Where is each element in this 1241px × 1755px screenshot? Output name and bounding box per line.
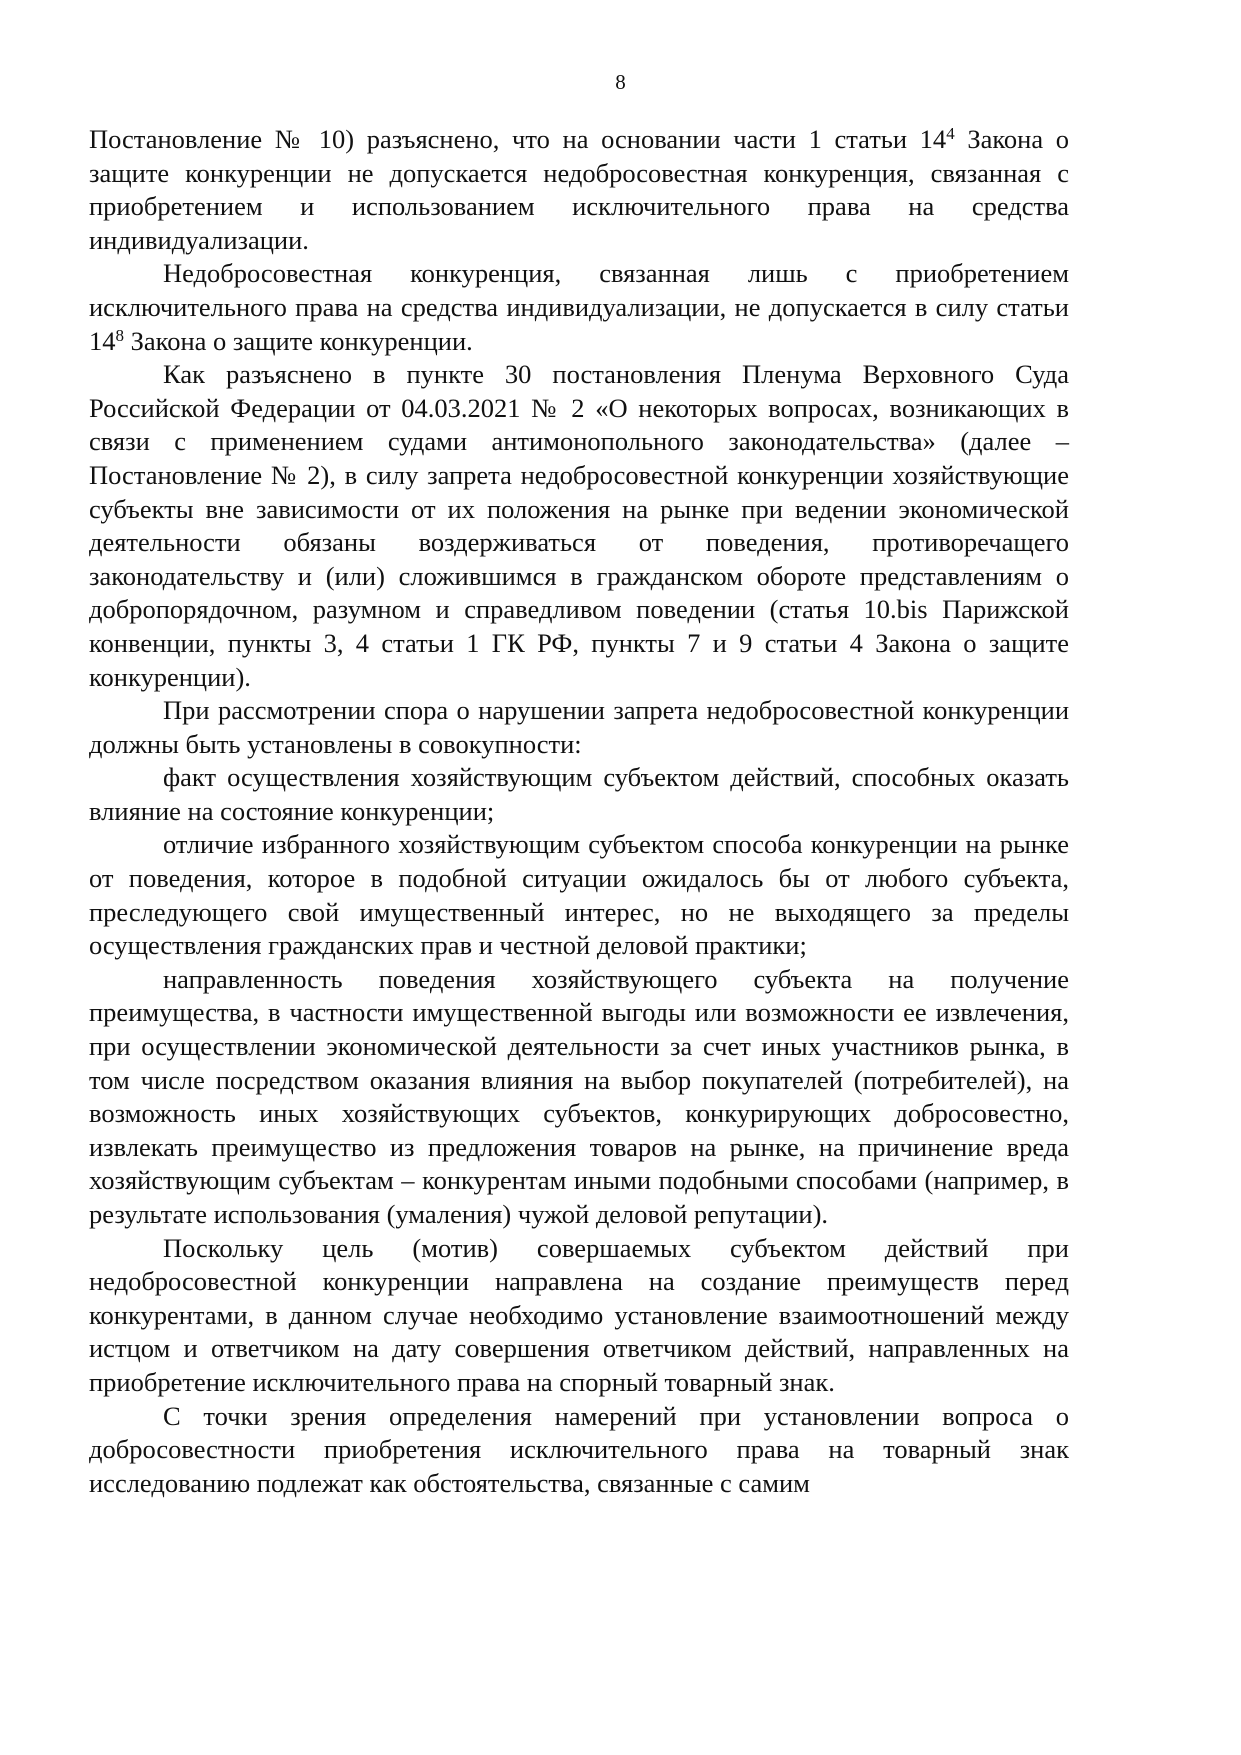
paragraph-1 (89, 123, 1069, 257)
paragraph-8: Поскольку цель (мотив) совершаемых субъектом действий при недобросовестной конкуренции направлена на создание преимуществ перед конкурентами, в данном случае необходимо установление взаимоотношений между истцом и ответчиком на дату совершения ответчиком действий, направленных на приобретение исключительного права на спорный товарный знак. (89, 1232, 1069, 1397)
document-body (89, 123, 1069, 1500)
paragraph-6: отличие избранного хозяйствующим субъектом способа конкуренции на рынке от поведения, которое в подобной ситуации ожидалось бы от любого субъекта, преследующего свой имущественный интерес, но не выходящего за пределы осуществления гражданских прав и честной деловой практики; (89, 829, 1069, 961)
superscript: 8 (115, 325, 124, 345)
paragraph-2-text-a: Недобросовестная конкуренция, связанная лишь с приобретением исключительного права на средства индивидуализации, не допускается в силу статьи 14 (89, 258, 1069, 356)
paragraph-1-text-a: Постановление № 10) разъяснено, что на основании части 1 статьи 14 (89, 124, 947, 154)
paragraph-4: При рассмотрении спора о нарушении запрета недобросовестной конкуренции должны быть установлены в совокупности: (89, 695, 1069, 759)
paragraph-9: С точки зрения определения намерений при установлении вопроса о добросовестности приобретения исключительного права на товарный знак исследованию подлежат как обстоятельства, связанные с самим (89, 1400, 1069, 1498)
paragraph-5: факт осуществления хозяйствующим субъектом действий, способных оказать влияние на состояние конкуренции; (89, 762, 1069, 826)
superscript: 4 (946, 124, 955, 143)
paragraph-7: направленность поведения хозяйствующего субъекта на получение преимущества, в частности имущественной выгоды или возможности ее извлечения, при осуществлении экономической деятельности за счет иных участников рынка, в том числе посредством оказания влияния на выбор покупателей (потребителей), на возможность иных хозяйствующих субъектов, конкурирующих добросовестно, извлекать преимущество из предложения товаров на рынке, на причинение вреда хозяйствующим субъектам – конкурентам иными подобными способами (например, в результате использования (умаления) чужой деловой репутации). (89, 963, 1069, 1229)
paragraph-2-text-b: Закона о защите конкуренции. (124, 325, 473, 356)
paragraph-1-text-b: Закона о защите конкуренции не допускается недобросовестная конкуренция, связанная с приобретением и использованием исключительного права на средства индивидуализации. (89, 124, 1069, 255)
paragraph-2 (89, 257, 1069, 358)
page-number: 8 (615, 70, 626, 94)
paragraph-3: Как разъяснено в пункте 30 постановления Пленума Верховного Суда Российской Федерации от 04.03.2021 № 2 «О некоторых вопросах, возникающих в связи с применением судами антимонопольного законодательства» (далее – Постановление № 2), в силу запрета недобросовестной конкуренции хозяйствующие субъекты вне зависимости от их положения на рынке при ведении экономической деятельности обязаны воздерживаться от поведения, противоречащего законодательству и (или) сложившимся в гражданском обороте представлениям о добропорядочном, разумном и справедливом поведении (статья 10.bis Парижской конвенции, пункты 3, 4 статьи 1 ГК РФ, пункты 7 и 9 статьи 4 Закона о защите конкуренции). (89, 359, 1069, 692)
